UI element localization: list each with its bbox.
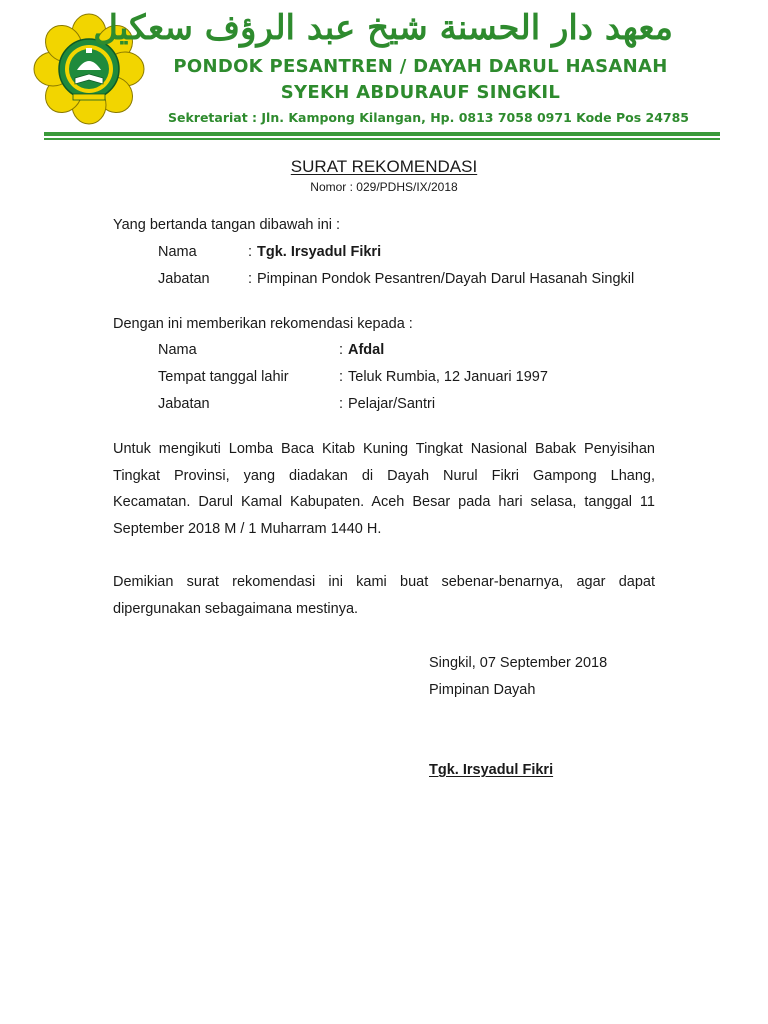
arabic-institution-name: معهد دار الحسنة شيخ عبد الرؤف سعكيل [93,8,673,48]
letter-title: SURAT REKOMENDASI [290,157,478,176]
recipient-birth-value: Teluk Rumbia, 12 Januari 1997 [348,369,548,385]
recipient-birth-label: Tempat tanggal lahir [158,369,289,385]
signer-position-colon: : [248,271,253,287]
purpose-line: Untuk mengikuti Lomba Baca Kitab Kuning Tingkat Nasional Babak Penyisihan [113,441,655,457]
secretariat-address: Sekretariat : Jln. Kampong Kilangan, Hp. 0813 7058 0971 Kode Pos 24785 [168,110,689,125]
recipient-birth-colon: : [339,369,344,385]
recipient-name-label: Nama [158,342,197,358]
recipient-position-label: Jabatan [158,396,210,412]
purpose-paragraph [113,436,655,542]
place-date: Singkil, 07 September 2018 [429,655,608,671]
letter-number: Nomor : 029/PDHS/IX/2018 [310,180,458,194]
purpose-line: Kecamatan. Darul Kamal Kabupaten. Aceh Besar pada hari selasa, tanggal 11 [113,494,655,510]
signer-position-label: Jabatan [158,271,210,287]
institution-name-line2: SYEKH ABDURAUF SINGKIL [280,82,561,103]
recommend-intro: Dengan ini memberikan rekomendasi kepada : [113,316,413,332]
purpose-line: September 2018 M / 1 Muharram 1440 H. [113,520,382,537]
recipient-name-value: Afdal [348,342,385,358]
recipient-name-colon: : [339,342,344,358]
header-divider-thin [44,138,720,140]
signer-name-label: Nama [158,244,197,260]
signer-name-value: Tgk. Irsyadul Fikri [257,244,382,260]
intro-text: Yang bertanda tangan dibawah ini : [113,217,341,233]
closing-line: dipergunakan sebagaimana mestinya. [113,600,359,617]
purpose-line: Tingkat Provinsi, yang diadakan di Dayah Nurul Fikri Gampong Lhang, [113,467,655,484]
signer-position-value: Pimpinan Pondok Pesantren/Dayah Darul Hasanah Singkil [257,271,635,287]
closing-paragraph [113,569,655,622]
closing-line: Demikian surat rekomendasi ini kami buat sebenar-benarnya, agar dapat [113,574,655,590]
recipient-position-colon: : [339,396,344,412]
institution-name-line1: PONDOK PESANTREN / DAYAH DARUL HASANAH [173,56,668,77]
signature-name: Tgk. Irsyadul Fikri [429,762,554,778]
signer-name-colon: : [248,244,253,260]
signature-title: Pimpinan Dayah [429,682,536,698]
header-divider-thick [44,132,720,136]
recipient-position-value: Pelajar/Santri [348,396,436,412]
